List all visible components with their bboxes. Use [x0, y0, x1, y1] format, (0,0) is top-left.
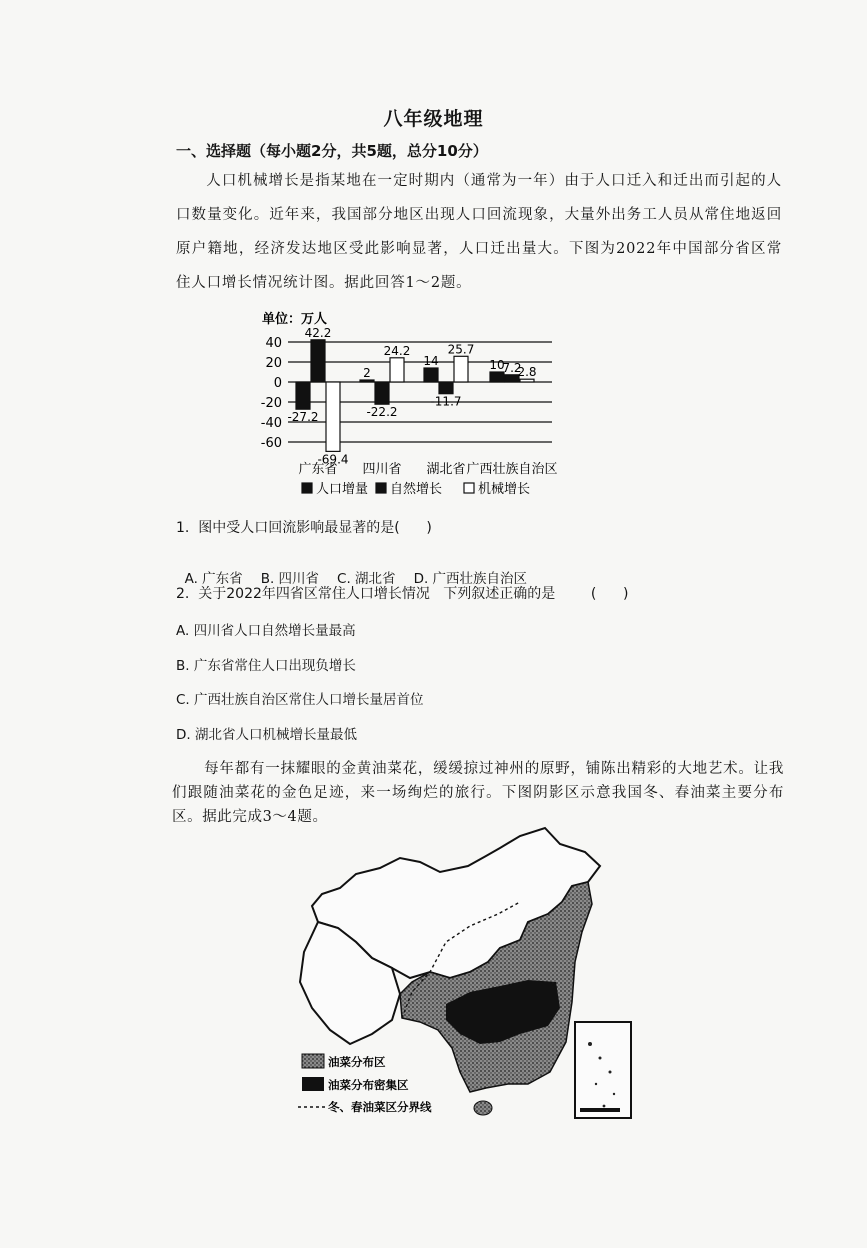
- value-label: 14: [423, 354, 439, 368]
- bar-population-increase: [424, 368, 438, 382]
- population-chart: [0, 305, 867, 515]
- legend-label: 机械增长: [478, 482, 531, 497]
- bar-population-increase: [360, 380, 374, 382]
- section-heading: 一、选择题（每小题2分，共5题，总分10分）: [176, 142, 488, 160]
- category-label: 广西壮族自治区: [466, 462, 558, 477]
- q2-option-a[interactable]: A. 四川省人口自然增长量最高: [176, 623, 356, 639]
- legend-label: 自然增长: [390, 482, 443, 497]
- chart-legend: [302, 481, 530, 497]
- passage-1-text: 人口机械增长是指某地在一定时期内（通常为一年）由于人口迁入和迁出而引起的人口数量变化。近年来，我国部分地区出现人口回流现象，大量外出务工人员从常住地返回原户籍地，经济发达地区受此影响显著，人口迁出量大。下图为2022年中国部分省区常住人口增长情况统计图。据此回答1～2题。: [176, 173, 782, 291]
- bar-natural-growth: [311, 340, 325, 382]
- legend-swatch: [302, 483, 312, 493]
- bar-mechanical-growth: [454, 356, 468, 382]
- value-label: -69.4: [317, 452, 349, 467]
- legend-label-dense: 油菜分布密集区: [328, 1078, 409, 1092]
- category-label: 广东省: [298, 462, 338, 477]
- legend-swatch-distribution: [302, 1054, 324, 1068]
- y-tick-label: -20: [260, 396, 282, 411]
- passage-1: [176, 164, 782, 300]
- q1-option-c[interactable]: C. 湖北省: [337, 571, 396, 587]
- chart-bars: [296, 340, 537, 452]
- category-label: 四川省: [362, 462, 402, 477]
- value-label: 25.7: [447, 342, 475, 357]
- legend-label: 人口增量: [316, 482, 369, 497]
- q2-option-d[interactable]: D. 湖北省人口机械增长量最低: [176, 727, 357, 743]
- value-label: 24.2: [383, 343, 411, 358]
- bar-population-increase: [296, 382, 310, 409]
- value-label: 7.2: [502, 360, 522, 375]
- value-label: 42.2: [304, 325, 332, 340]
- inset-scale-bar: [580, 1108, 620, 1112]
- value-label: 2: [363, 366, 371, 380]
- value-label: 10: [489, 358, 505, 372]
- y-tick-label: 20: [265, 356, 282, 371]
- passage-2: [172, 757, 784, 829]
- value-label: -27.2: [287, 410, 319, 425]
- bar-natural-growth: [375, 382, 389, 404]
- bar-mechanical-growth: [520, 379, 534, 382]
- value-label: 2.8: [517, 365, 537, 380]
- passage-2-text: 每年都有一抹耀眼的金黄油菜花，缓缓掠过神州的原野，铺陈出精彩的大地艺术。让我们跟随油菜花的金色足迹，来一场绚烂的旅行。下图阴影区示意我国冬、春油菜主要分布区。据此完成3～4题。: [172, 761, 784, 825]
- bar-mechanical-growth: [326, 382, 340, 451]
- legend-swatch-dense: [302, 1077, 324, 1091]
- legend-swatch: [376, 483, 386, 493]
- chart-y-ticks: [261, 336, 282, 451]
- china-rapeseed-map: [0, 822, 867, 1132]
- bar-mechanical-growth: [390, 358, 404, 382]
- question-1-stem: 1. 图中受人口回流影响最显著的是( ): [176, 520, 432, 536]
- q1-option-b[interactable]: B. 四川省: [260, 571, 320, 587]
- q2-option-c[interactable]: C. 广西壮族自治区常住人口增长量居首位: [176, 692, 424, 708]
- question-1-options: [176, 551, 545, 587]
- chart-category-labels: [298, 461, 557, 477]
- hainan-island: [474, 1101, 492, 1115]
- legend-label-boundary: 冬、春油菜区分界线: [328, 1100, 432, 1114]
- y-tick-label: -60: [260, 436, 282, 451]
- bar-natural-growth: [439, 382, 453, 394]
- question-2-stem: 2. 关于2022年四省区常住人口增长情况 下列叙述正确的是 ( ): [176, 586, 629, 602]
- q1-option-d[interactable]: D. 广西壮族自治区: [413, 571, 528, 587]
- legend-label-distribution: 油菜分布区: [328, 1055, 386, 1069]
- chart-unit-label: 单位：万人: [262, 312, 328, 327]
- value-label: -11.7: [430, 394, 462, 409]
- y-tick-label: 40: [265, 336, 282, 351]
- y-tick-label: -40: [260, 416, 282, 431]
- legend-swatch: [464, 483, 474, 493]
- value-label: -22.2: [366, 405, 398, 420]
- y-tick-label: 0: [273, 376, 282, 391]
- page-title: 八年级地理: [383, 108, 484, 130]
- south-china-sea-inset: [575, 1022, 631, 1118]
- q1-option-a[interactable]: A. 广东省: [184, 571, 243, 587]
- q2-option-b[interactable]: B. 广东省常住人口出现负增长: [176, 658, 356, 674]
- category-label: 湖北省: [426, 462, 466, 477]
